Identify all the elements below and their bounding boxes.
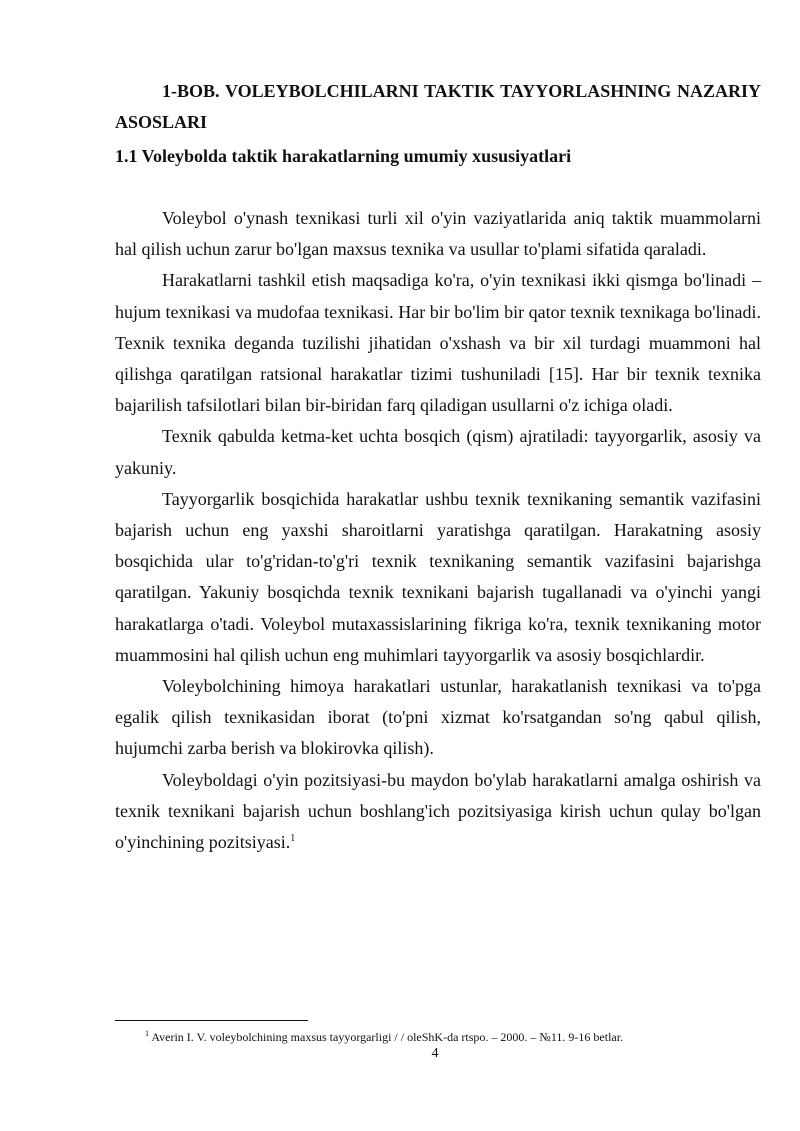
paragraph: Voleybol o'ynash texnikasi turli xil o'yin vaziyatlarida aniq taktik muammolarni hal qilish uchun zarur bo'lgan maxsus texnika va usullar to'plami sifatida qaraladi.	[115, 208, 761, 260]
footnote-reference[interactable]: 1	[290, 833, 296, 845]
footnote-text: Averin I. V. voleybolchining maxsus tayyorgarligi / / oleShK-da rtspo. – 2000. – №11. 9-16 betlar.	[151, 1030, 624, 1044]
footnote	[115, 1029, 761, 1045]
footnote-marker: 1	[145, 1029, 149, 1038]
paragraph-text: Voleyboldagi o'yin pozitsiyasi-bu maydon bo'ylab harakatlarni amalga oshirish va texnik texnikani bajarish uchun boshlang'ich pozitsiyasiga kirish uchun qulay bo'lgan o'yinchining pozitsiyasi.	[115, 769, 761, 853]
section-heading: 1.1 Voleybolda taktik harakatlarning umumiy xususiyatlari	[115, 146, 572, 166]
footnote-separator	[115, 1020, 308, 1021]
paragraph: Tayyorgarlik bosqichida harakatlar ushbu texnik texnikaning semantik vazifasini bajarish uchun eng yaxshi sharoitlarni yaratishga qaratilgan. Harakatning asosiy bosqichida ular to'g'ridan-to'g'ri texnik texnikaning semantik vazifasini bajarishga qaratilgan. Yakuniy bosqichda texnik texnikani bajarish tugallanadi va o'yinchi yangi harakatlarga o'tadi. Voleybol mutaxassislarining fikriga ko'ra, texnik texnikaning motor muammosini hal qilish uchun eng muhimlari tayyorgarlik va asosiy bosqichlardir.	[115, 488, 761, 665]
chapter-heading: 1-BOB. VOLEYBOLCHILARNI TAKTIK TAYYORLASHNING NAZARIY ASOSLARI	[115, 81, 761, 132]
paragraph: Texnik qabulda ketma-ket uchta bosqich (qism) ajratiladi: tayyorgarlik, asosiy va yakuniy.	[115, 426, 761, 478]
body-text	[115, 203, 761, 858]
page-number: 4	[431, 1046, 439, 1061]
paragraph-last	[115, 765, 761, 859]
paragraph: Harakatlarni tashkil etish maqsadiga ko'ra, o'yin texnikasi ikki qismga bo'linadi – hujum texnikasi va mudofaa texnikasi. Har bir bo'lim bir qator texnik texnikaga bo'linadi. Texnik texnika deganda tuzilishi jihatidan o'xshash va bir xil turdagi muammoni hal qilishga qaratilgan ratsional harakatlar tizimi tushuniladi [15]. Har bir texnik texnika bajarilish tafsilotlari bilan bir-biridan farq qiladigan usullarni o'z ichiga oladi.	[115, 270, 761, 416]
paragraph: Voleybolchining himoya harakatlari ustunlar, harakatlanish texnikasi va to'pga egalik qilish texnikasidan iborat (to'pni xizmat ko'rsatgandan so'ng qabul qilish, hujumchi zarba berish va blokirovka qilish).	[115, 676, 761, 759]
